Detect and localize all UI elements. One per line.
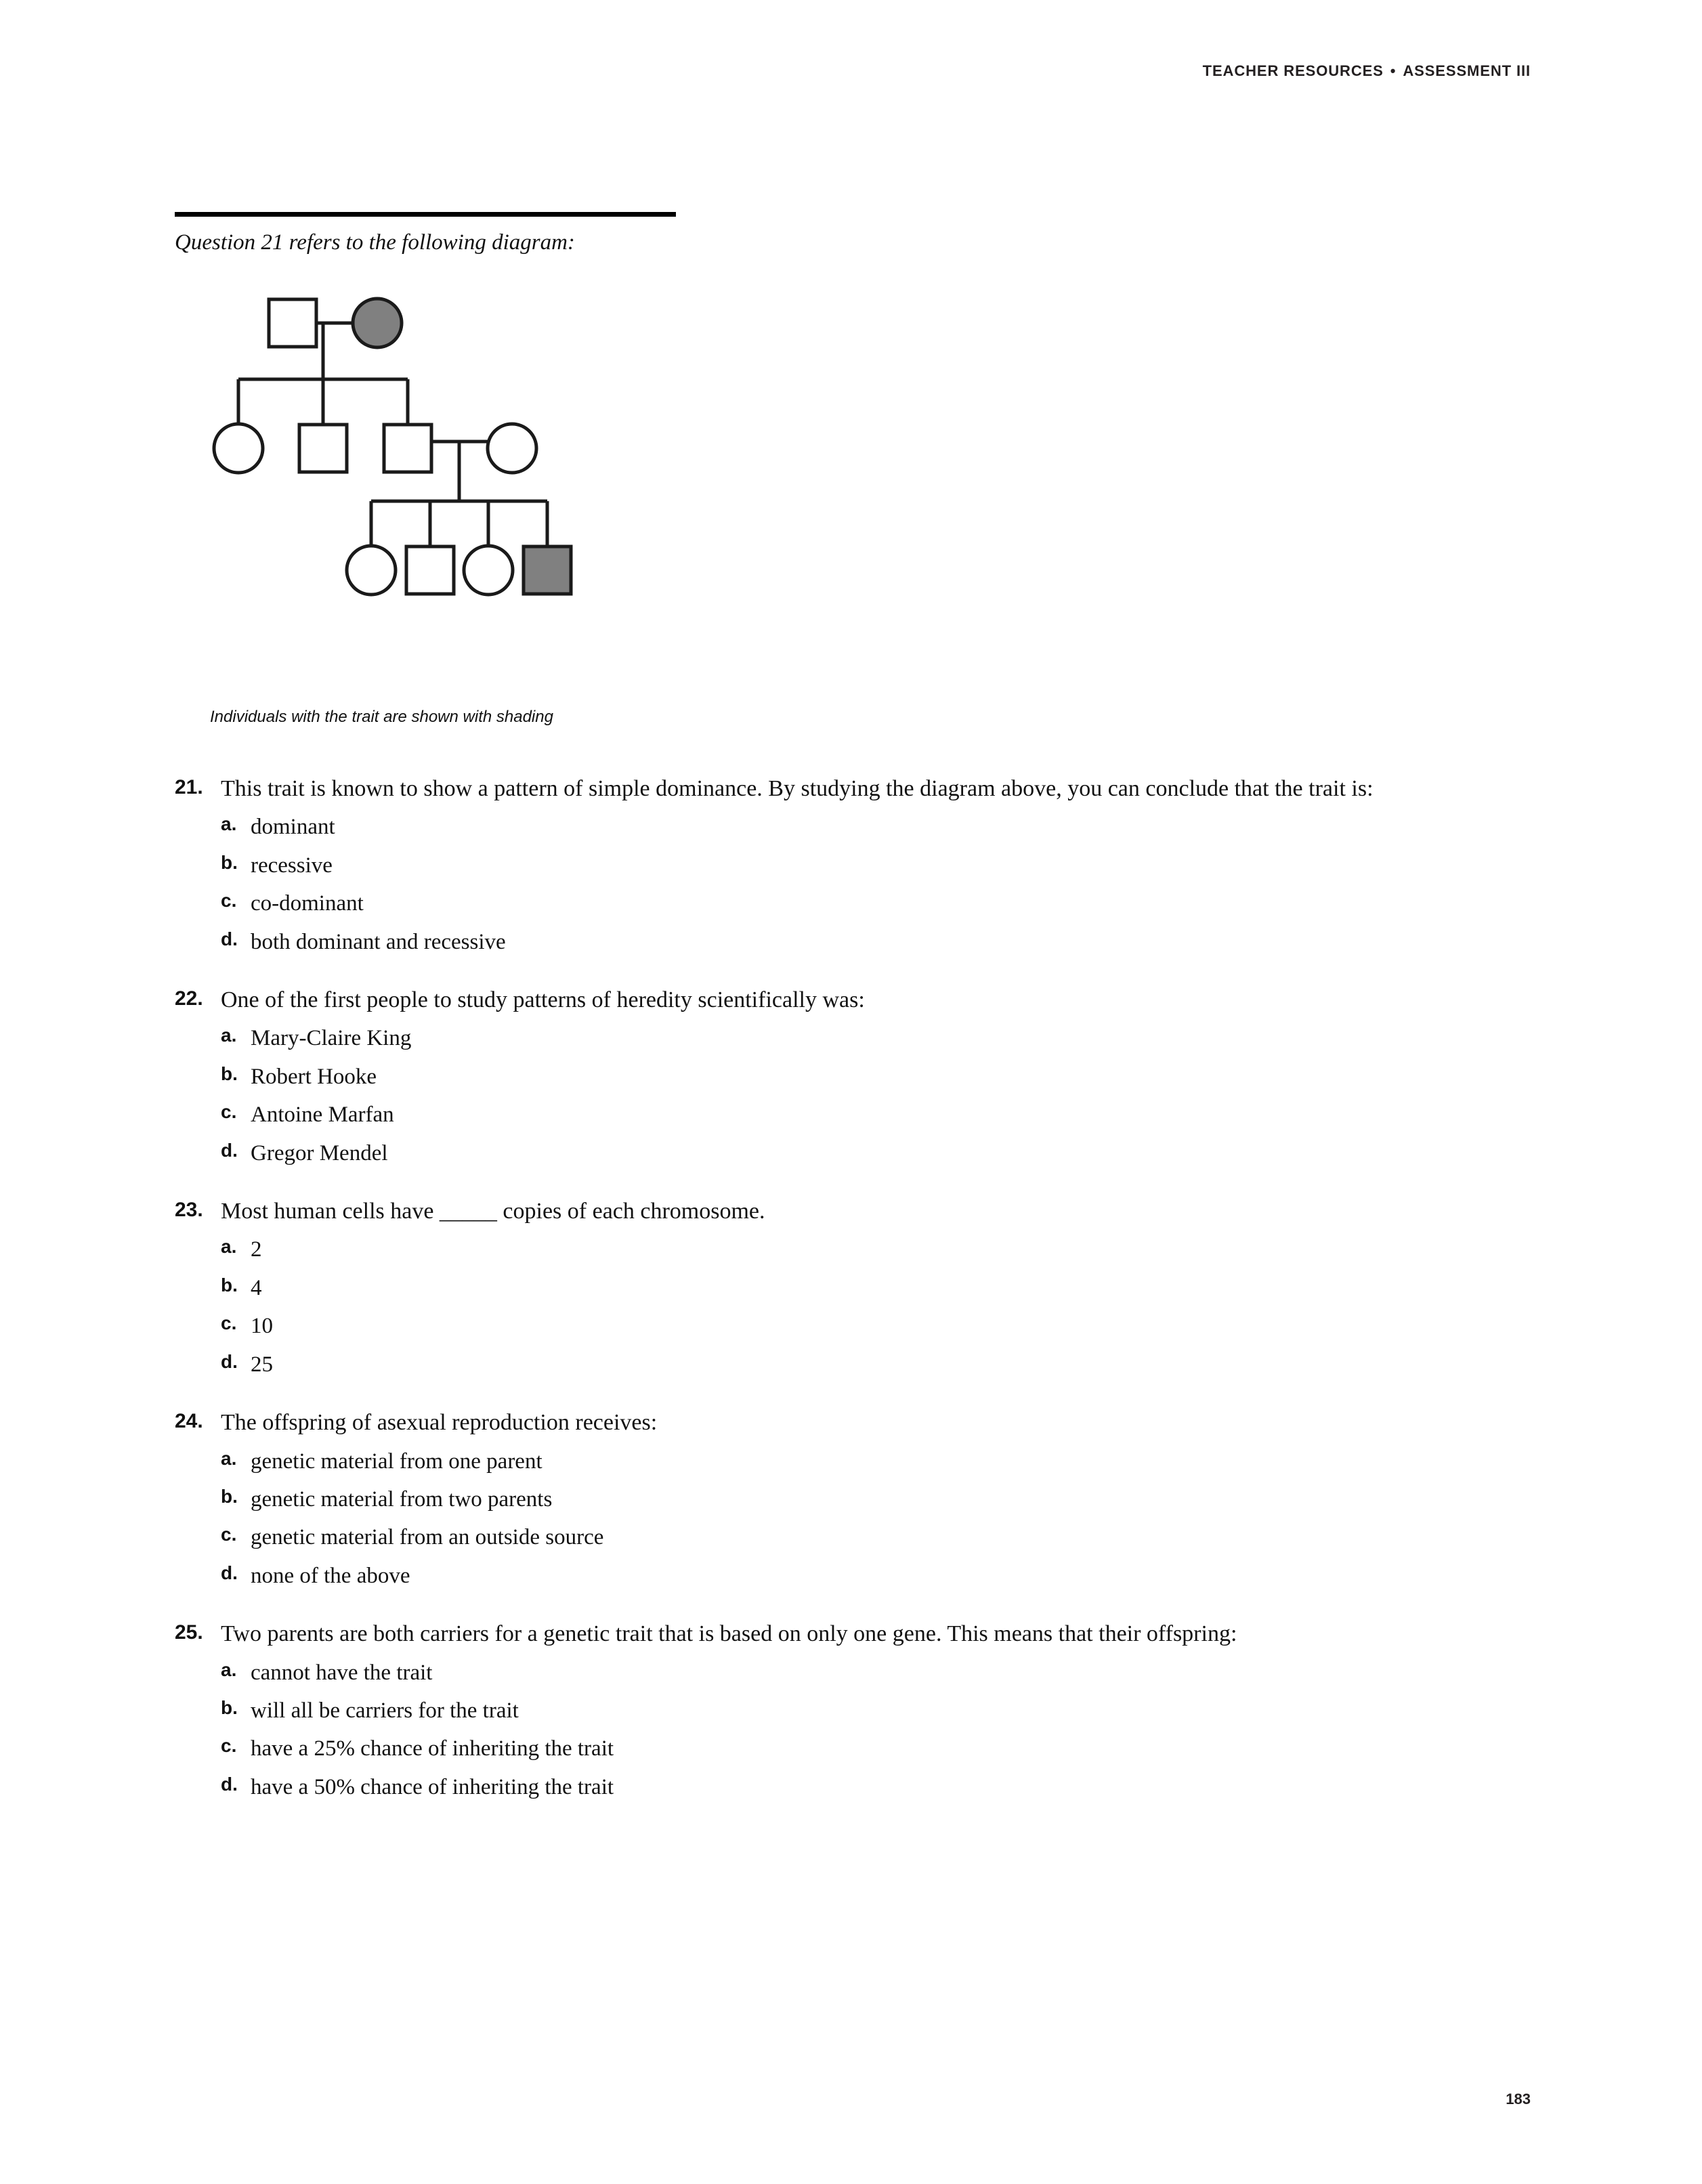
question-item: [175, 1406, 1529, 1594]
option-text: none of the above: [251, 1563, 410, 1588]
question-text: One of the first people to study patterns of heredity scientifically was:: [221, 987, 865, 1013]
diagram-caption: Individuals with the trait are shown with shading: [210, 708, 553, 726]
option-item[interactable]: [221, 1519, 1529, 1556]
option-text: co-dominant: [251, 891, 364, 916]
option-text: have a 25% chance of inheriting the trait: [251, 1736, 614, 1761]
option-text: 25: [251, 1352, 273, 1377]
question-number: 21.: [175, 776, 203, 798]
question-number: 23.: [175, 1199, 203, 1222]
option-letter: c.: [221, 890, 237, 912]
option-letter: d.: [221, 1562, 238, 1583]
option-item[interactable]: [221, 1346, 1529, 1383]
option-text: both dominant and recessive: [251, 929, 506, 954]
option-letter: d.: [221, 1773, 238, 1795]
question-item: [175, 772, 1529, 960]
option-text: genetic material from an outside source: [251, 1525, 604, 1550]
option-letter: b.: [221, 1485, 238, 1507]
question-text: Two parents are both carriers for a genetic trait that is based on only one gene. This means that their offspring:: [221, 1621, 1237, 1647]
pedigree-square-affected: [524, 547, 571, 594]
option-text: cannot have the trait: [251, 1660, 433, 1685]
option-item[interactable]: [221, 847, 1529, 884]
question-number: 22.: [175, 987, 203, 1010]
option-text: genetic material from two parents: [251, 1486, 553, 1512]
option-text: will all be carriers for the trait: [251, 1698, 519, 1723]
option-text: dominant: [251, 815, 335, 840]
pedigree-diagram: [203, 291, 745, 670]
question-number: 24.: [175, 1410, 203, 1433]
question-item: [175, 983, 1529, 1172]
pedigree-circle-unaffected: [214, 424, 263, 473]
pedigree-svg: [203, 291, 745, 670]
option-letter: c.: [221, 1524, 237, 1545]
option-letter: b.: [221, 1274, 238, 1296]
option-item[interactable]: [221, 1058, 1529, 1095]
option-text: 10: [251, 1314, 273, 1339]
question-text: This trait is known to show a pattern of simple dominance. By studying the diagram above, you can conclude that the trait is:: [221, 776, 1374, 801]
option-text: Gregor Mendel: [251, 1140, 388, 1165]
option-item[interactable]: [221, 1231, 1529, 1268]
option-item[interactable]: [221, 1769, 1529, 1805]
option-letter: b.: [221, 1697, 238, 1718]
option-letter: a.: [221, 1658, 237, 1680]
option-letter: b.: [221, 851, 238, 873]
option-list: [175, 1020, 1529, 1172]
option-text: 2: [251, 1237, 262, 1262]
question-number: 25.: [175, 1621, 203, 1644]
option-letter: b.: [221, 1063, 238, 1084]
option-item[interactable]: [221, 1692, 1529, 1729]
option-list: [175, 1443, 1529, 1595]
pedigree-circle-unaffected: [464, 546, 513, 595]
pedigree-circle-unaffected: [347, 546, 396, 595]
question-text: Most human cells have _____ copies of each chromosome.: [221, 1199, 765, 1224]
running-head-right: ASSESSMENT III: [1403, 62, 1531, 79]
question-stem-note: Question 21 refers to the following diagram:: [175, 230, 575, 255]
option-list: [175, 1654, 1529, 1806]
option-letter: a.: [221, 1236, 237, 1258]
option-text: Robert Hooke: [251, 1064, 377, 1089]
pedigree-square-unaffected: [269, 299, 316, 347]
option-item[interactable]: [221, 1308, 1529, 1344]
option-item[interactable]: [221, 1654, 1529, 1691]
question-text: The offspring of asexual reproduction receives:: [221, 1410, 658, 1436]
option-letter: c.: [221, 1312, 237, 1334]
option-item[interactable]: [221, 885, 1529, 922]
option-list: [175, 809, 1529, 960]
option-item[interactable]: [221, 1096, 1529, 1133]
pedigree-square-unaffected: [406, 547, 454, 594]
option-letter: a.: [221, 1025, 237, 1046]
pedigree-square-unaffected: [384, 425, 431, 472]
pedigree-square-unaffected: [299, 425, 347, 472]
question-item: [175, 1617, 1529, 1805]
option-text: 4: [251, 1275, 262, 1300]
option-item[interactable]: [221, 1558, 1529, 1594]
pedigree-circle-unaffected: [488, 424, 536, 473]
page-number: 183: [1506, 2091, 1531, 2107]
running-head: [1203, 62, 1531, 80]
option-item[interactable]: [221, 924, 1529, 960]
option-letter: d.: [221, 1350, 238, 1372]
option-item[interactable]: [221, 809, 1529, 845]
option-item[interactable]: [221, 1270, 1529, 1306]
option-letter: c.: [221, 1735, 237, 1757]
running-head-separator: •: [1390, 62, 1397, 79]
pedigree-circle-affected: [353, 299, 402, 347]
running-head-left: TEACHER RESOURCES: [1202, 62, 1384, 79]
option-text: genetic material from one parent: [251, 1449, 542, 1474]
option-text: recessive: [251, 853, 333, 878]
option-text: Antoine Marfan: [251, 1102, 394, 1128]
question-item: [175, 1195, 1529, 1383]
option-item[interactable]: [221, 1730, 1529, 1767]
option-list: [175, 1231, 1529, 1383]
option-item[interactable]: [221, 1020, 1529, 1056]
section-rule: [175, 212, 676, 217]
option-letter: a.: [221, 813, 237, 835]
option-letter: c.: [221, 1101, 237, 1123]
option-item[interactable]: [221, 1135, 1529, 1172]
option-letter: d.: [221, 1139, 238, 1161]
option-letter: a.: [221, 1447, 237, 1469]
option-letter: d.: [221, 928, 238, 949]
question-list: [175, 772, 1529, 1828]
option-item[interactable]: [221, 1481, 1529, 1518]
option-text: Mary-Claire King: [251, 1026, 412, 1051]
option-item[interactable]: [221, 1443, 1529, 1480]
option-text: have a 50% chance of inheriting the trait: [251, 1774, 614, 1799]
